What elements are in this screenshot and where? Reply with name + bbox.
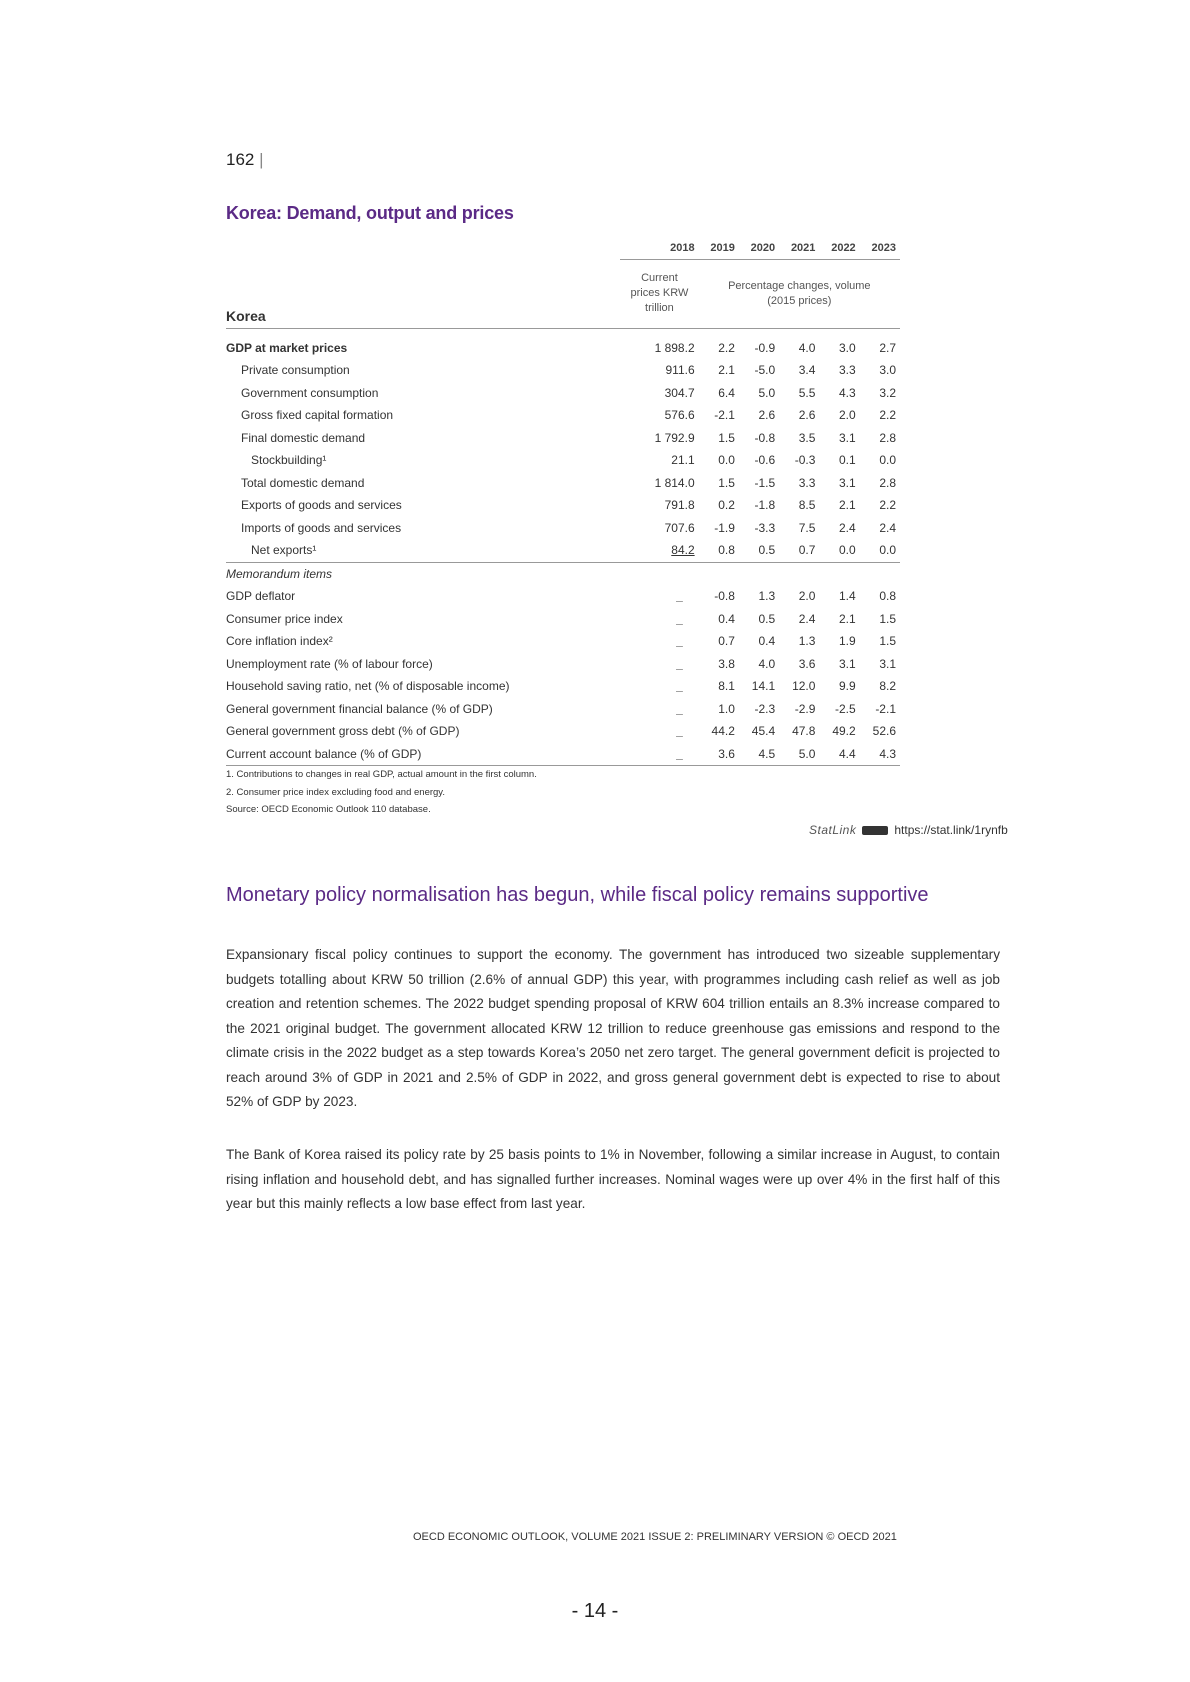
cell-value: 52.6 xyxy=(872,724,896,739)
cell-value: 2.2 xyxy=(718,340,735,355)
cell-value: 2.8 xyxy=(879,430,896,445)
cell-value: 7.5 xyxy=(798,520,816,535)
cell-value: 9.9 xyxy=(839,679,856,694)
year-header: 2022 xyxy=(819,237,859,260)
cell-value: -1.8 xyxy=(754,498,776,513)
row-label: Total domestic demand xyxy=(241,475,365,490)
cell-value: 3.4 xyxy=(798,363,816,378)
cell-value: 1.9 xyxy=(839,634,856,649)
cell-value: -0.3 xyxy=(794,453,816,468)
row-label: Gross fixed capital formation xyxy=(241,408,394,423)
dash-cell: _ xyxy=(676,611,683,626)
base-value: 576.6 xyxy=(664,408,695,423)
footnotes xyxy=(226,766,537,819)
cell-value: 8.5 xyxy=(798,498,816,513)
cell-value: 3.8 xyxy=(718,656,735,671)
statlink[interactable] xyxy=(809,823,1008,837)
cell-value: 1.3 xyxy=(758,589,776,604)
cell-value: 0.8 xyxy=(699,539,739,562)
cell-value: 8.2 xyxy=(879,679,896,694)
cell-value: 4.5 xyxy=(739,743,779,766)
cell-value: 2.1 xyxy=(718,363,735,378)
row-label: Household saving ratio, net (% of disposable income) xyxy=(226,679,510,694)
page-footer: OECD ECONOMIC OUTLOOK, VOLUME 2021 ISSUE 2: PRELIMINARY VERSION © OECD 2021 xyxy=(413,1531,897,1543)
cell-value: -0.6 xyxy=(754,453,776,468)
country-label: Korea xyxy=(226,260,620,329)
cell-value: 0.0 xyxy=(819,539,859,562)
cell-value: 3.6 xyxy=(699,743,739,766)
row-label: Consumer price index xyxy=(226,611,343,626)
cell-value: -2.3 xyxy=(754,701,776,716)
cell-value: 2.1 xyxy=(839,498,856,513)
cell-value: 1.0 xyxy=(718,701,735,716)
unit-current-prices xyxy=(620,260,698,329)
cell-value: 2.8 xyxy=(879,475,896,490)
row-label: Current account balance (% of GDP) xyxy=(226,743,620,766)
table-row xyxy=(226,427,900,450)
year-header-row xyxy=(226,237,900,260)
year-header: 2019 xyxy=(699,237,739,260)
cell-value: 49.2 xyxy=(832,724,856,739)
base-value: 707.6 xyxy=(664,520,695,535)
base-value: 304.7 xyxy=(664,385,695,400)
memo-row xyxy=(226,585,900,608)
statlink-logo: StatLink xyxy=(809,823,857,837)
cell-value: 0.0 xyxy=(879,453,896,468)
row-label: General government financial balance (% of GDP) xyxy=(226,701,493,716)
row-label: Government consumption xyxy=(241,385,379,400)
cell-value: 2.6 xyxy=(798,408,816,423)
cell-value: 0.0 xyxy=(860,539,900,562)
cell-value: 3.1 xyxy=(839,656,856,671)
cell-value: 2.7 xyxy=(879,340,896,355)
dash-cell: _ xyxy=(676,634,683,649)
cell-value: 1.5 xyxy=(718,475,735,490)
data-table xyxy=(226,237,900,766)
table-row xyxy=(226,517,900,540)
dash-cell: _ xyxy=(620,743,698,766)
cell-value: 3.1 xyxy=(879,656,896,671)
statlink-url[interactable]: https://stat.link/1rynfb xyxy=(894,823,1008,837)
cell-value: 3.0 xyxy=(839,340,856,355)
cell-value: -0.8 xyxy=(754,430,776,445)
memo-header-row xyxy=(226,562,900,585)
cell-value: 0.1 xyxy=(839,453,856,468)
cell-value: 5.5 xyxy=(798,385,816,400)
memo-row xyxy=(226,630,900,653)
cell-value: 3.5 xyxy=(798,430,816,445)
section-title: Monetary policy normalisation has begun, while fiscal policy remains supportive xyxy=(226,884,929,906)
cell-value: 0.5 xyxy=(758,611,776,626)
cell-value: 0.2 xyxy=(718,498,735,513)
body-paragraph: Expansionary fiscal policy continues to support the economy. The government has introduced two sizeable supplementary budgets totalling about KRW 50 trillion (2.6% of annual GDP) this year, with programmes including cash relief as well as job creation and retention schemes. The 2022 budget spending proposal of KRW 604 trillion entails an 8.3% increase compared to the 2021 original budget. The government allocated KRW 12 trillion to reduce greenhouse gas emissions and respond to the climate crisis in the 2022 budget as a step towards Korea’s 2050 net zero target. The general government deficit is projected to reach around 3% of GDP in 2021 and 2.5% of GDP in 2022, and gross general government debt is expected to rise to about 52% of GDP by 2023. xyxy=(226,947,1000,1109)
cell-value: 1.5 xyxy=(879,634,896,649)
table-row xyxy=(226,539,900,562)
cell-value: 3.1 xyxy=(839,430,856,445)
cell-value: -2.1 xyxy=(714,408,735,423)
row-label: General government gross debt (% of GDP) xyxy=(226,724,460,739)
cell-value: -0.9 xyxy=(754,340,776,355)
memo-row xyxy=(226,720,900,743)
cell-value: 47.8 xyxy=(792,724,816,739)
row-label: Stockbuilding¹ xyxy=(251,453,327,468)
year-header: 2018 xyxy=(620,237,698,260)
unit-percentage-changes xyxy=(699,260,900,329)
row-label: Exports of goods and services xyxy=(241,498,402,513)
dash-cell: _ xyxy=(676,589,683,604)
footnote: 1. Contributions to changes in real GDP, actual amount in the first column. xyxy=(226,769,537,780)
cell-value: -5.0 xyxy=(754,363,776,378)
row-label: Private consumption xyxy=(241,363,350,378)
base-value: 791.8 xyxy=(664,498,695,513)
cell-value: 3.3 xyxy=(839,363,856,378)
dash-cell: _ xyxy=(676,724,683,739)
cell-value: -2.1 xyxy=(875,701,896,716)
cell-value: 1.5 xyxy=(879,611,896,626)
statlink-icon xyxy=(862,826,888,835)
cell-value: 1.3 xyxy=(798,634,816,649)
cell-value: 4.0 xyxy=(758,656,776,671)
cell-value: 14.1 xyxy=(751,679,776,694)
row-label: Final domestic demand xyxy=(241,430,366,445)
base-value: 84.2 xyxy=(620,539,698,562)
row-label: Imports of goods and services xyxy=(241,520,402,535)
spacer-row xyxy=(226,328,900,337)
cell-value: 2.1 xyxy=(839,611,856,626)
cell-value: 3.6 xyxy=(798,656,816,671)
memo-row xyxy=(226,698,900,721)
page-number xyxy=(226,150,264,170)
cell-value: 0.4 xyxy=(758,634,776,649)
memo-row xyxy=(226,675,900,698)
table-title: Korea: Demand, output and prices xyxy=(226,203,514,223)
cell-value: -1.9 xyxy=(714,520,735,535)
dash-cell: _ xyxy=(676,656,683,671)
cell-value: 2.0 xyxy=(798,589,816,604)
base-value: 1 814.0 xyxy=(654,475,695,490)
dash-cell: _ xyxy=(676,701,683,716)
cell-value: 5.0 xyxy=(779,743,819,766)
cell-value: 4.3 xyxy=(860,743,900,766)
cell-value: 5.0 xyxy=(758,385,776,400)
memo-label: Memorandum items xyxy=(226,566,333,581)
cell-value: 0.0 xyxy=(718,453,735,468)
table-row xyxy=(226,359,900,382)
memo-row xyxy=(226,608,900,631)
main-rows xyxy=(226,328,900,562)
page-number-bar: | xyxy=(259,150,264,169)
cell-value: 0.7 xyxy=(779,539,819,562)
cell-value: 4.3 xyxy=(839,385,856,400)
cell-value: 1.5 xyxy=(718,430,735,445)
cell-value: 2.2 xyxy=(879,408,896,423)
cell-value: 6.4 xyxy=(718,385,735,400)
row-label: GDP at market prices xyxy=(226,340,348,355)
page-number-value: 162 xyxy=(226,150,255,169)
cell-value: -3.3 xyxy=(754,520,776,535)
base-value: 1 898.2 xyxy=(654,340,695,355)
base-value: 1 792.9 xyxy=(654,430,695,445)
cell-value: -2.9 xyxy=(794,701,816,716)
body-paragraph: The Bank of Korea raised its policy rate by 25 basis points to 1% in November, following a similar increase in August, to contain rising inflation and household debt, and has signalled further increases. Nominal wages were up over 4% in the first half of this year but this mainly reflects a low base effect from last year. xyxy=(226,1147,1000,1211)
year-header: 2020 xyxy=(739,237,779,260)
cell-value: 44.2 xyxy=(711,724,735,739)
table-row xyxy=(226,449,900,472)
cell-value: 0.7 xyxy=(718,634,735,649)
table-row xyxy=(226,382,900,405)
cell-value: 2.4 xyxy=(839,520,856,535)
table-row xyxy=(226,404,900,427)
base-value: 911.6 xyxy=(665,363,695,378)
cell-value: 2.6 xyxy=(758,408,776,423)
spacer-cell xyxy=(226,328,900,337)
cell-value: 0.5 xyxy=(739,539,779,562)
memo-row xyxy=(226,653,900,676)
unit-header-row xyxy=(226,260,900,329)
memo-row xyxy=(226,743,900,766)
table-row xyxy=(226,337,900,360)
year-header: 2021 xyxy=(779,237,819,260)
cell-value: 1.4 xyxy=(839,589,856,604)
cell-value: 3.1 xyxy=(839,475,856,490)
cell-value: 3.0 xyxy=(879,363,896,378)
cell-value: -1.5 xyxy=(754,475,776,490)
table-row xyxy=(226,494,900,517)
cell-value: 8.1 xyxy=(718,679,735,694)
cell-value: 2.2 xyxy=(879,498,896,513)
unit-current-text: Current prices KRW trillion xyxy=(630,272,689,315)
row-label: Net exports¹ xyxy=(226,539,620,562)
cell-value: -0.8 xyxy=(714,589,735,604)
memo-rows xyxy=(226,562,900,766)
base-value: 21.1 xyxy=(671,453,695,468)
row-label: Core inflation index² xyxy=(226,634,333,649)
table-row xyxy=(226,472,900,495)
row-label: Unemployment rate (% of labour force) xyxy=(226,656,433,671)
cell-value: 2.0 xyxy=(839,408,856,423)
cell-value: 4.0 xyxy=(798,340,816,355)
cell-value: 0.8 xyxy=(879,589,896,604)
cell-value: 2.4 xyxy=(798,611,816,626)
source-note: Source: OECD Economic Outlook 110 database. xyxy=(226,804,431,815)
year-header-blank xyxy=(226,237,620,260)
footnote: 2. Consumer price index excluding food and energy. xyxy=(226,786,445,798)
cell-value: 3.2 xyxy=(879,385,896,400)
cell-value: 12.0 xyxy=(792,679,816,694)
cell-value: 2.4 xyxy=(879,520,896,535)
cell-value: 45.4 xyxy=(751,724,776,739)
dash-cell: _ xyxy=(676,679,683,694)
cell-value: 3.3 xyxy=(798,475,816,490)
cell-value: 4.4 xyxy=(819,743,859,766)
cell-value: 0.4 xyxy=(718,611,735,626)
unit-change-text: Percentage changes, volume (2015 prices) xyxy=(728,279,871,307)
year-header: 2023 xyxy=(860,237,900,260)
cell-value: -2.5 xyxy=(835,701,856,716)
row-label: GDP deflator xyxy=(226,589,296,604)
bottom-page-number: - 14 - xyxy=(571,1600,619,1622)
